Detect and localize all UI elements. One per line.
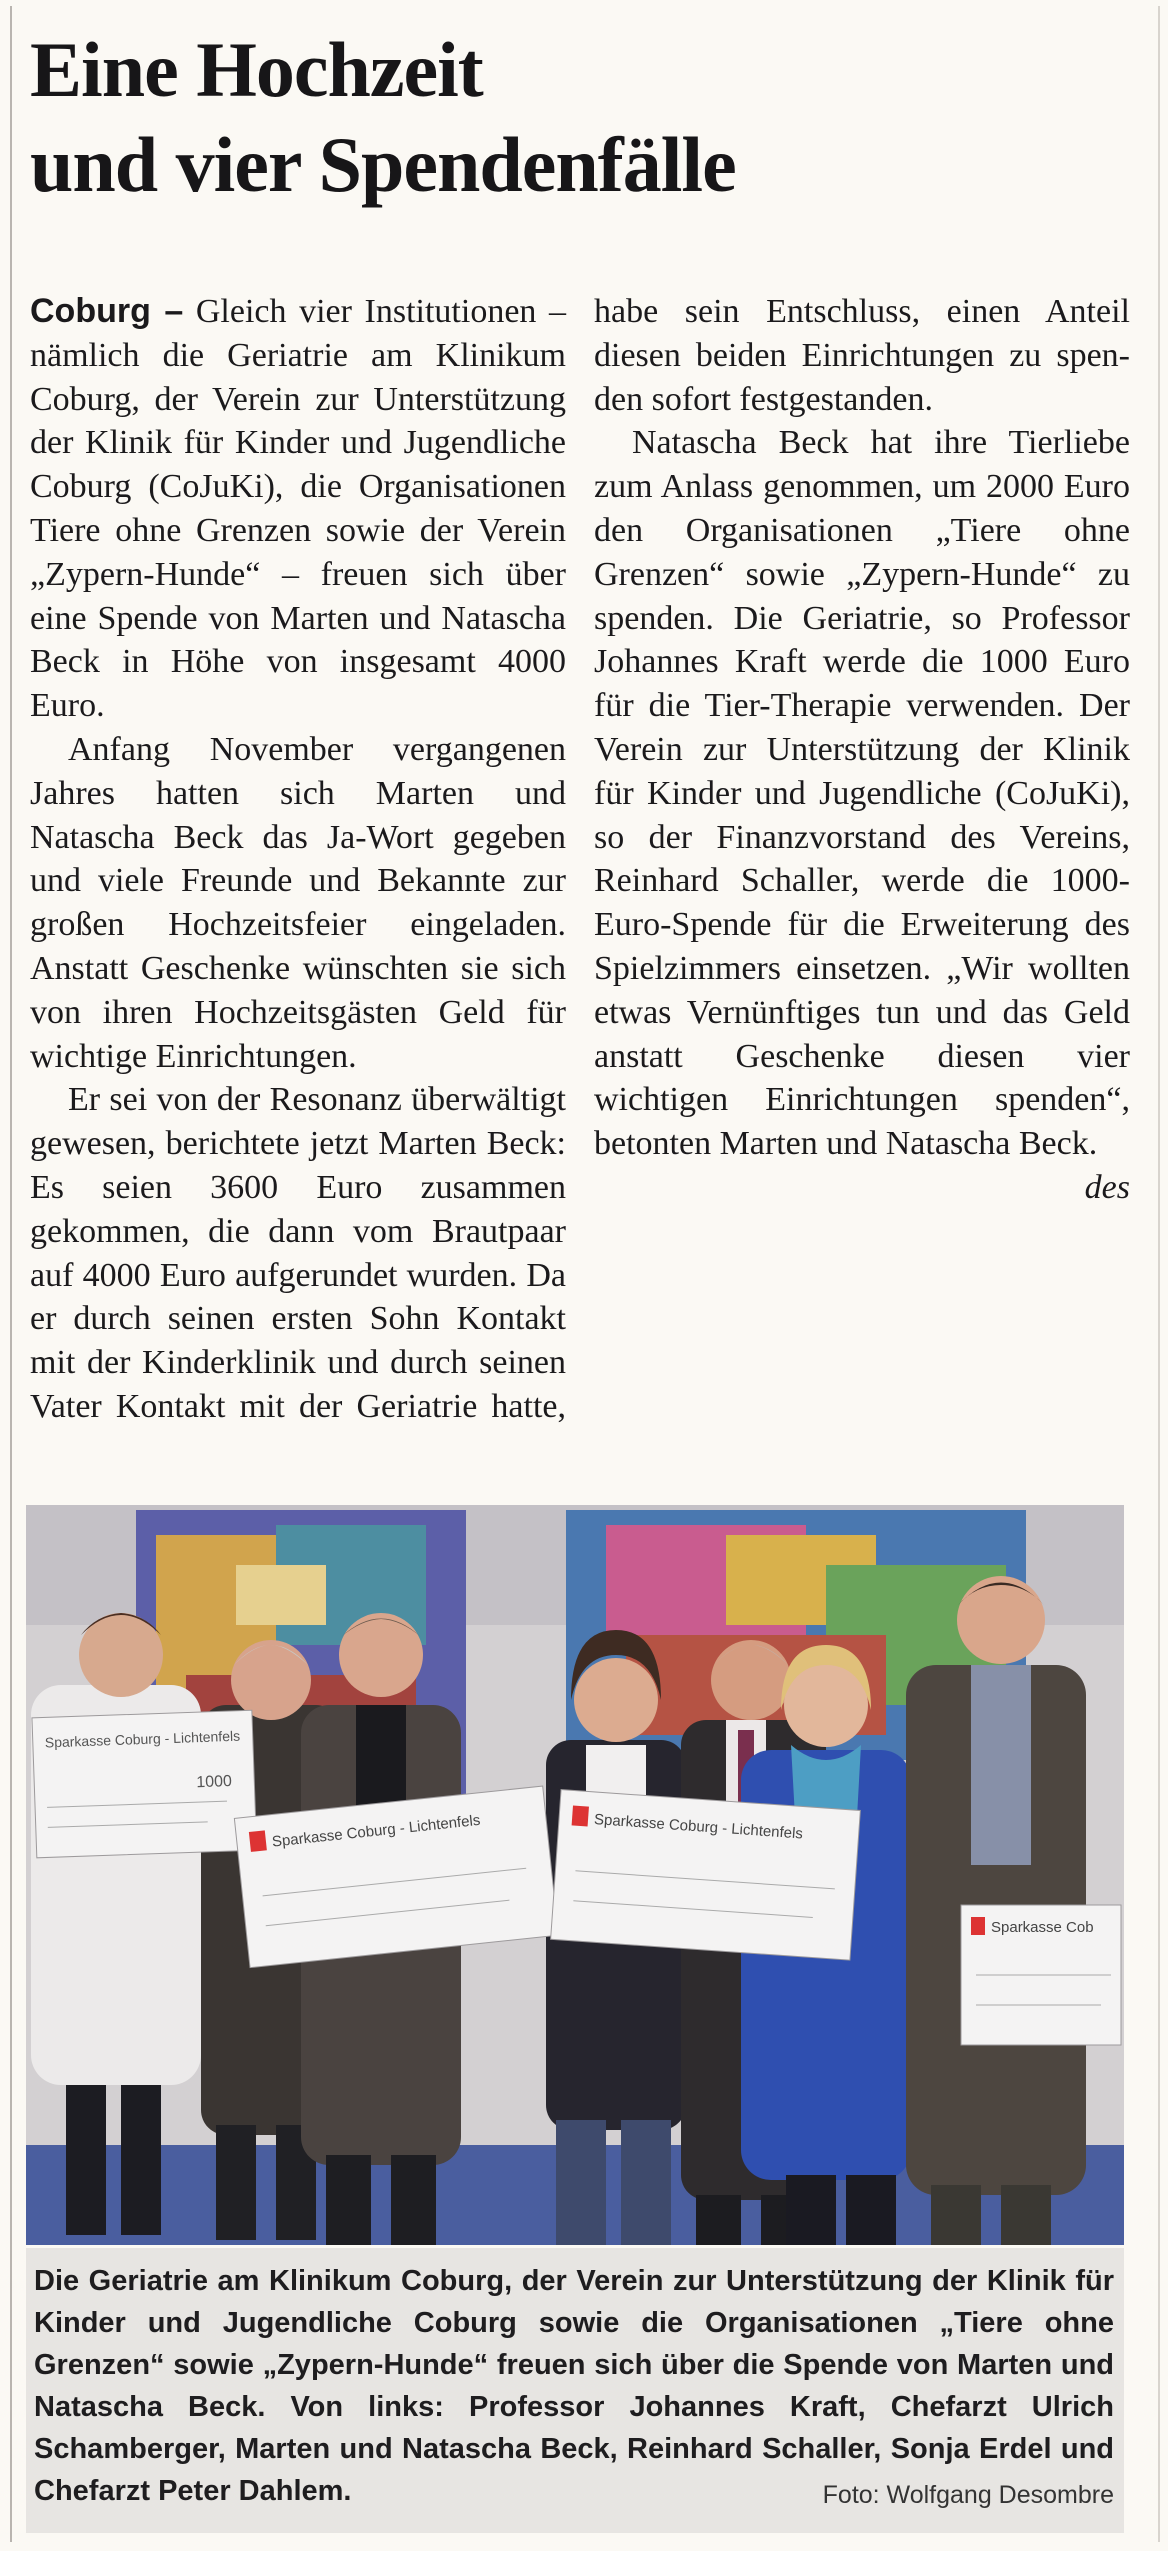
headline-line-1: Eine Hochzeit [30,26,483,113]
photo-caption-box [26,2248,1124,2533]
caption-text: Die Geriatrie am Klinikum Coburg, der Verein zur Unterstützung der Klinik für Kinder und Jugendliche Coburg sowie die Organisationen „Tiere ohne Grenzen“ sowie „Zypern-Hunde“ freuen sich über die Spende von Marten und Natascha Beck. Von links: Professor Johannes Kraft, Chefarzt Ulrich Schamberger, Marten und Natascha Beck, Reinhard Schaller, Sonja Erdel und Chefarzt Peter Dahlem. [34,2265,1114,2507]
group-photo [26,1505,1124,2245]
article-paragraph-3: Er sei von der Resonanz überwältigt gewesen, berichtete jetzt Marten Beck: Es seien 3600 Euro zusammen gekommen, die dann vom Brautpaar auf 4000 Euro aufgerundet wurden. Da er durch seinen ersten Sohn Kontakt mit der Kinderklinik und durch seinen Vater Kontakt mit der Geriatrie hatte, habe sein Entschluss, einen Anteil diesen beiden Einrichtungen zu spenden sofort festgestanden. [30,293,1130,1425]
cheque-4-bank: Sparkasse Cob [991,1919,1094,1936]
dateline: Coburg – [30,292,184,330]
headline-line-2: und vier Spendenfälle [30,121,736,208]
photo-credit: Foto: Wolfgang Desombre [822,2481,1114,2509]
cheque-1-bank: Sparkasse Coburg - Lichtenfels [44,1727,241,1751]
article-headline [30,22,1130,212]
cheque-2-bank: Sparkasse Coburg - Lichtenfels [271,1811,482,1851]
article-body [30,290,1130,1458]
photo-caption [34,2260,1114,2512]
paragraph-1-text: Gleich vier Institutionen – nämlich die Geriatrie am Klinikum Coburg, der Verein zur Unterstützung der Klinik für Kinder und Jugendliche Coburg (CoJuKi), die Organisationen Tiere ohne Grenzen sowie der Verein „Zypern-Hunde“ – freuen sich über eine Spende von Marten und Natascha Beck in Höhe von insgesamt 4000 Euro. [30,293,566,725]
author-initials: des [1084,1168,1130,1206]
cheque-1-amount: 1000 [196,1772,233,1792]
cheque-3-bank: Sparkasse Coburg - Lichtenfels [593,1810,804,1843]
article-paragraph-1 [30,290,566,728]
paragraph-4-text: Natascha Beck hat ihre Tierliebe zum Anlass genommen, um 2000 Euro den Organisationen „Tiere ohne Grenzen“ sowie „Zypern-Hunde“ zu spenden. Die Geriatrie, so Professor Johannes Kraft werde die 1000 Euro für die Tier-Therapie verwenden. Der Verein zur Unterstützung der Klinik für Kinder und Jugendliche (CoJuKi), so der Finanzvorstand des Vereins, Reinhard Schaller, werde die 1000-Euro-Spende für die Erweiterung des Spielzimmers einsetzen. „Wir wollten etwas Vernünftiges tun und das Geld anstatt Geschenke diesen vier wichtigen Einrichtungen spenden“, betonten Marten und Natascha Beck. [594,424,1130,1163]
article-paragraph-4 [594,421,1130,1206]
article-paragraph-2: Anfang November vergangenen Jahres hatten sich Marten und Natascha Beck das Ja-Wort gegeben und viele Freunde und Bekannte zur großen Hochzeitsfeier eingeladen. Anstatt Geschenke wünschten sie sich von ihren Hochzeitsgästen Geld für wichtige Einrichtungen. [30,730,566,1075]
